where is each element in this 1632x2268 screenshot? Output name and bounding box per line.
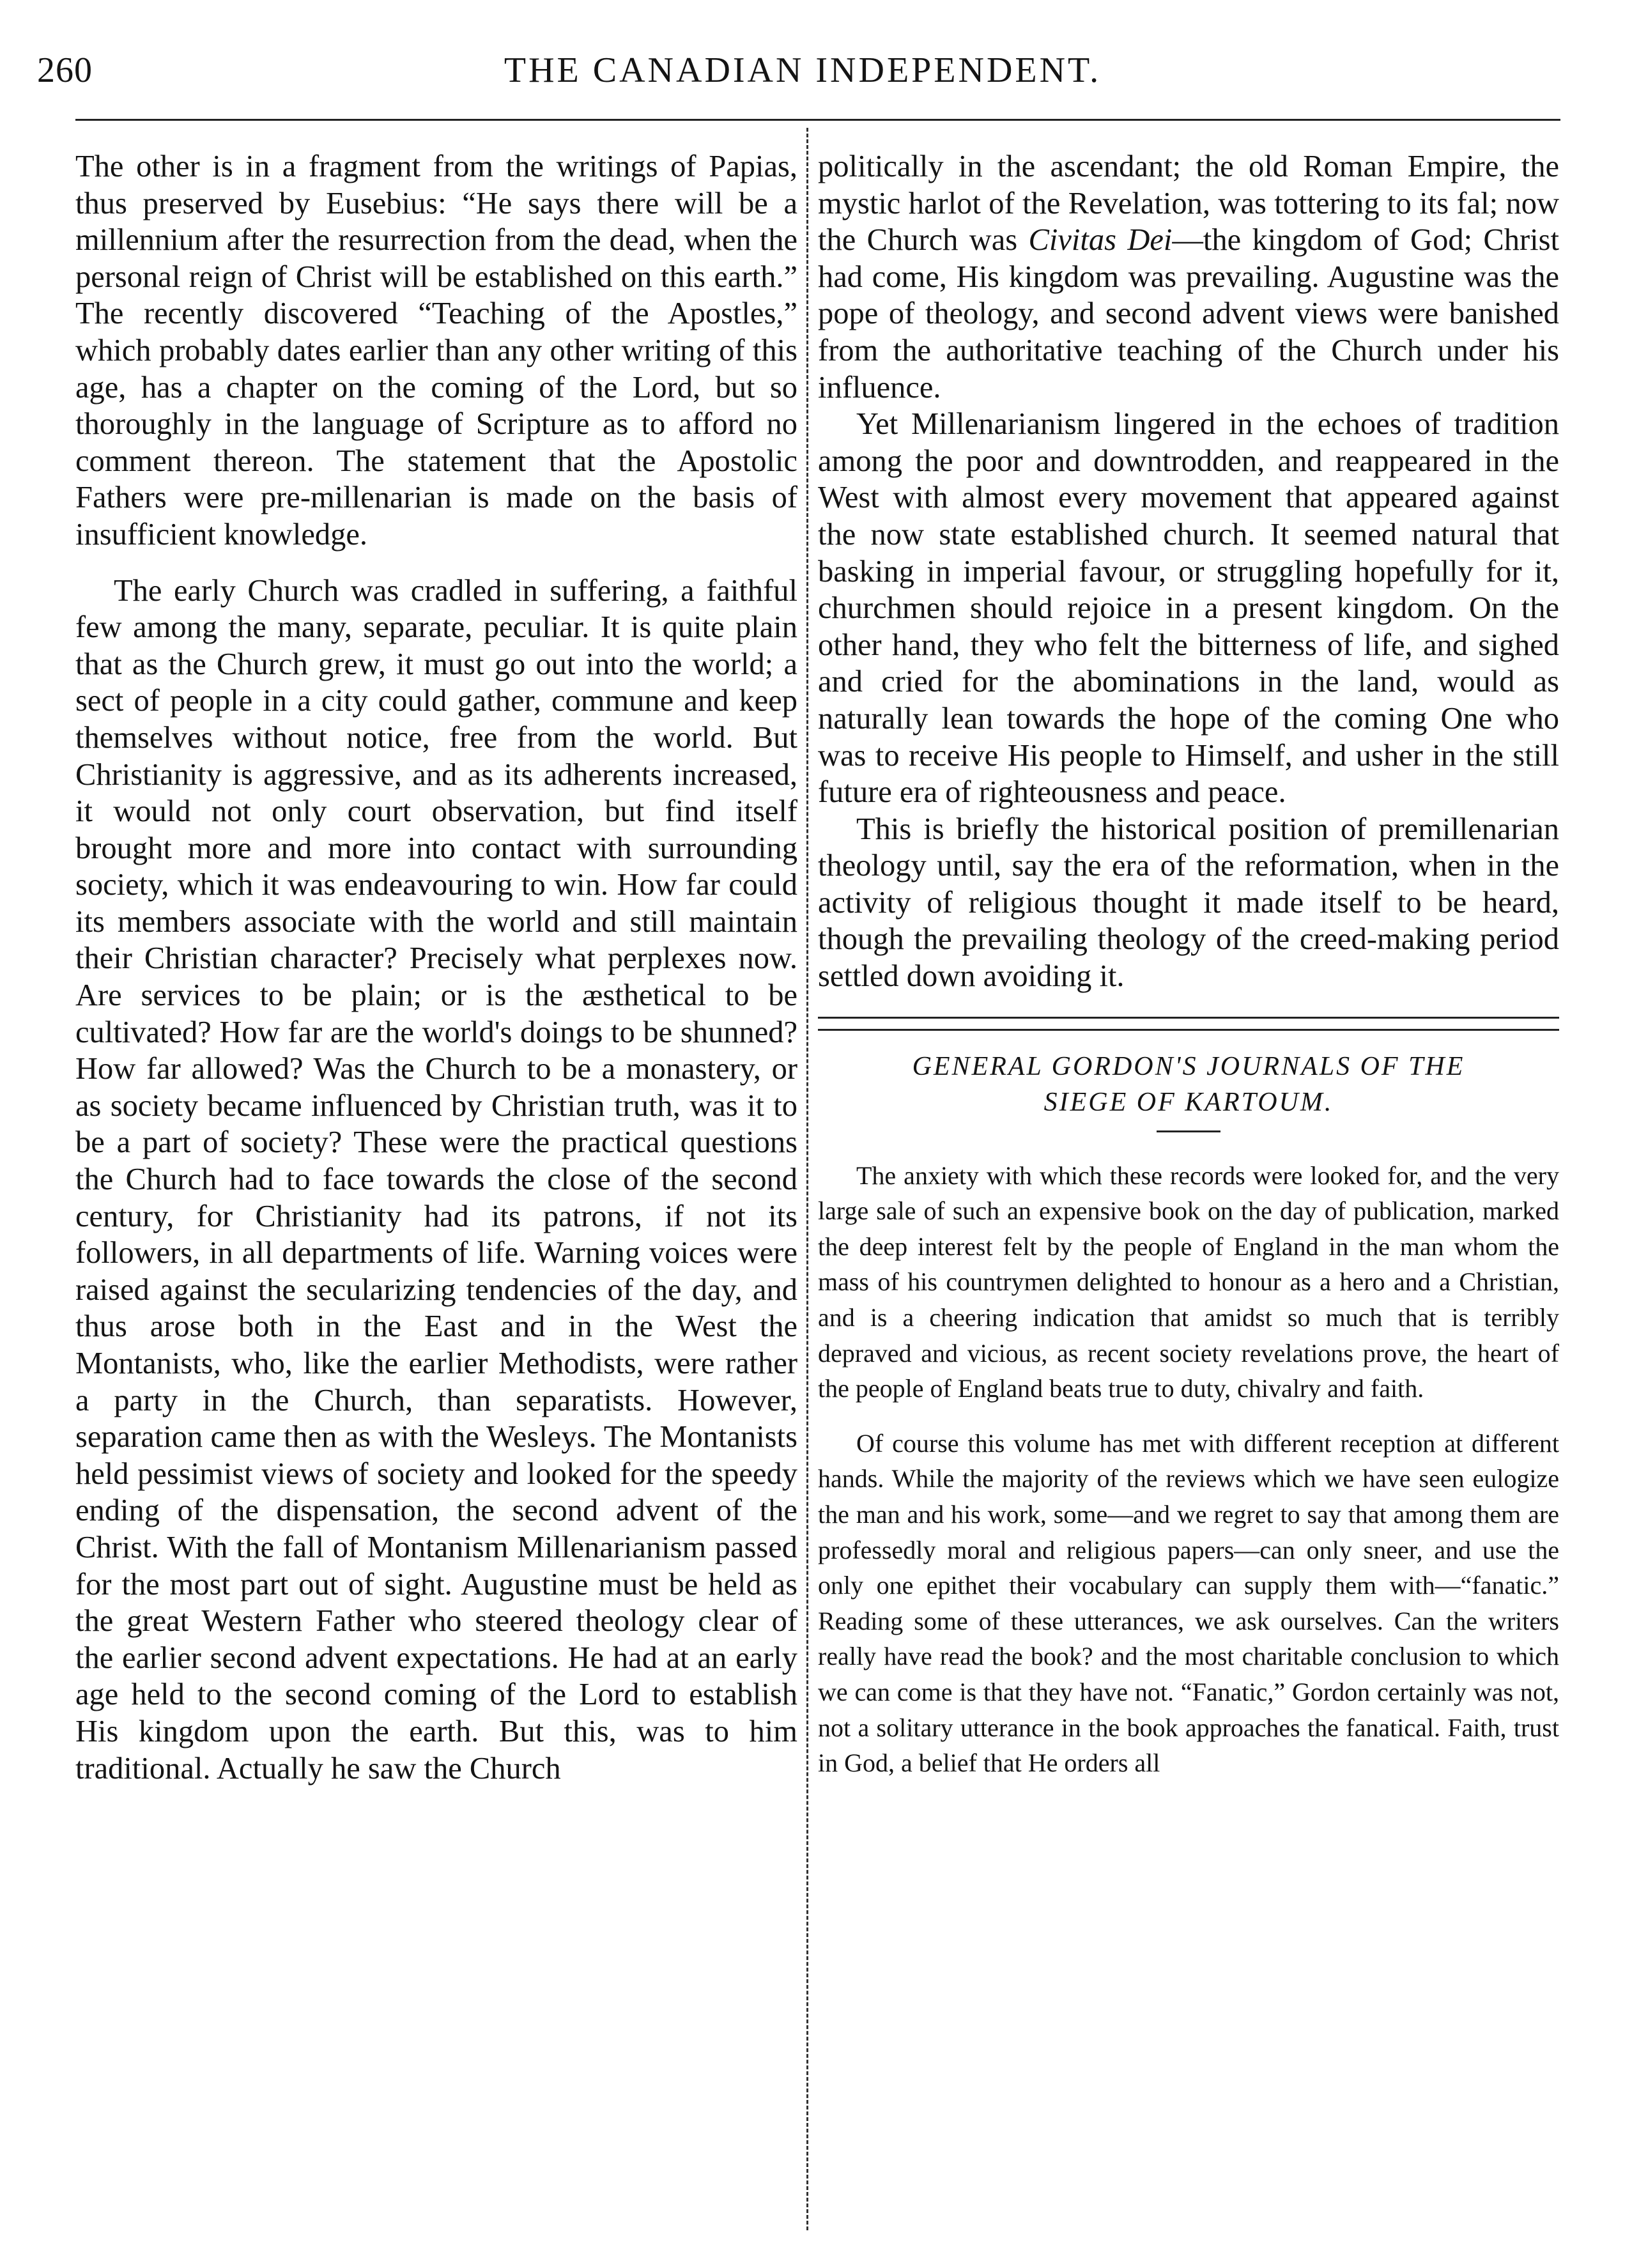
title-rule [1157,1130,1220,1132]
running-title: THE CANADIAN INDEPENDENT. [504,50,1102,90]
article-title [818,1049,1559,1120]
article-title-line-1: GENERAL GORDON'S JOURNALS OF THE [912,1051,1465,1081]
left-paragraph-1: The other is in a fragment from the writings of Papias, thus preserved by Eusebius: “He says there will be a millennium after the resurrection from the dead, when the personal reign of Christ will be established on this earth.” The recently discovered “Teaching of the Apostles,” which probably dates earlier than any other writing of this age, has a chapter on the coming of the Lord, but so thoroughly in the language of Scripture as to afford no comment thereon. The statement that the Apostolic Fathers were pre-millenarian is made on the basis of insufficient knowledge. [75,150,797,552]
section-divider [818,1017,1559,1031]
right-paragraph-2: Yet Millenarianism lingered in the echoes of tradition among the poor and downtrodden, and reappeared in the West with almost every movement that appeared against the now state established church. It seemed natural that basking in imperial favour, or struggling hopefully for it, churchmen should rejoice in a present kingdom. On the other hand, they who felt the bitterness of life, and sighed and cried for the abominations in the land, would as naturally lean towards the hope of the coming One who was to receive His people to Himself, and usher in the still future era of righteousness and peace. [818,407,1559,810]
right-paragraph-1-start: politically in the ascendant; the old Roman Empire, the mystic harlot of the Revelation, was tottering to its fal; now the Church was [818,150,1559,258]
right-paragraph-1 [818,148,1559,406]
right-paragraph-3: This is briefly the historical position of premillenarian theology until, say the era of the reformation, when in the activity of religious thought it made itself to be heard, though the prevailing theology of the creed-making period settled down avoiding it. [818,812,1559,994]
header-rule [75,119,1560,121]
article-paragraph-1: The anxiety with which these records were looked for, and the very large sale of such an expensive book on the day of publication, marked the deep interest felt by the people of England in the man whom the mass of his countrymen delighted to honour as a hero and a Christian, and is a cheering indication that amidst so much that is terribly depraved and vicious, as recent society revelations prove, the heart of the people of England beats true to duty, chivalry and faith. [818,1161,1559,1403]
article-paragraph-2: Of course this volume has met with different reception at different hands. While the majority of the reviews which we have seen eulogize the man and his work, some—and we regret to say that among them are professedly moral and religious papers—can only sneer, and use the only one epithet their vocabulary can supply them with—“fanatic.” Reading some of these utterances, we ask ourselves. Can the writers really have read the book? and the most charitable conclusion to which we can come is that they have not. “Fanatic,” Gordon certainly was not, not a solitary utterance in the book approaches the fanatical. Faith, trust in God, a belief that He orders all [818,1428,1559,1778]
page-header [37,50,1568,101]
left-column [75,148,797,1787]
article-title-line-2: SIEGE OF KARTOUM. [1043,1087,1334,1117]
page-number: 260 [37,50,93,90]
civitas-dei-term: Civitas Dei [1028,223,1173,258]
right-column [818,148,1559,1781]
column-divider [806,128,808,2230]
right-paragraph-1-end: —the kingdom of God; Christ had come, His kingdom was prevailing. Augustine was the pope of theology, and second advent views were banished from the authoritative teaching of the Church under his influence. [818,223,1559,405]
left-paragraph-2: The early Church was cradled in suffering, a faithful few among the many, separate, peculiar. It is quite plain that as the Church grew, it must go out into the world; a sect of people in a city could gather, commune and keep themselves without notice, free from the world. But Christianity is aggressive, and as its adherents increased, it would not only court observation, but find itself brought more and more into contact with surrounding society, which it was endeavouring to win. How far could its members associate with the world and still maintain their Christian character? Precisely what perplexes now. Are services to be plain; or is the æsthetical to be cultivated? How far are the world's doings to be shunned? How far allowed? Was the Church to be a monastery, or as society became influenced by Christian truth, was it to be a part of society? These were the practical questions the Church had to face towards the close of the second century, for Christianity had its patrons, if not its followers, in all departments of life. Warning voices were raised against the secularizing tendencies of the day, and thus arose both in the East and in the West the Montanists, who, like the earlier Methodists, were rather a party in the Church, than separatists. However, separation came then as with the Wesleys. The Montanists held pessimist views of society and looked for the speedy ending of the dispensation, the second advent of the Christ. With the fall of Montanism Millenarianism passed for the most part out of sight. Augustine must be held as the great Western Father who steered theology clear of the earlier second advent expectations. He had at an early age held to the second coming of the Lord to establish His kingdom upon the earth. But this, was to him traditional. Actually he saw the Church [75,573,797,1786]
